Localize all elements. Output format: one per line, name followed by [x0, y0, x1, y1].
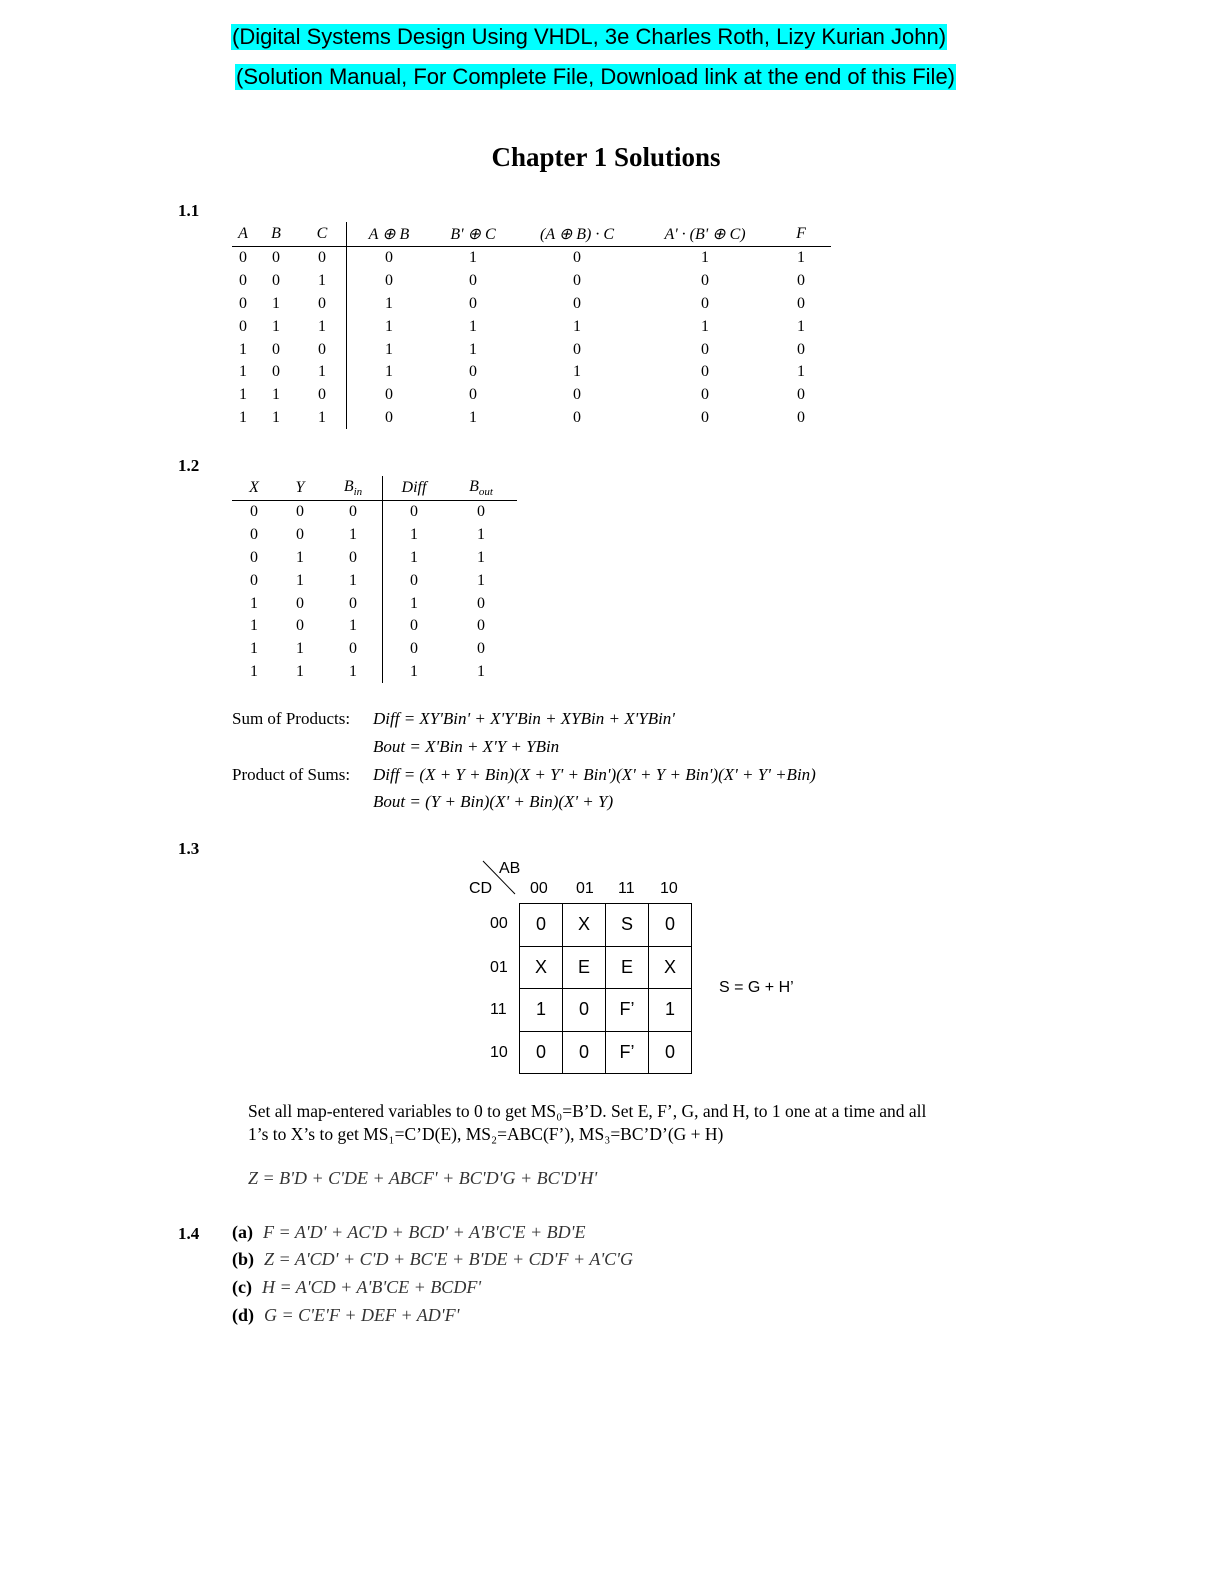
table-cell: 1 [477, 526, 485, 544]
pos-label: Product of Sums: [232, 765, 351, 784]
table-row [232, 615, 517, 638]
kmap-cell: X [649, 946, 692, 989]
table-cell: 0 [701, 294, 709, 312]
table-row [232, 638, 517, 661]
kmap-cell: X [563, 904, 606, 947]
table-cell: 0 [469, 272, 477, 290]
map-paragraph [248, 1100, 1048, 1146]
table-cell: 1 [239, 386, 247, 404]
table-cell: 1 [349, 617, 357, 635]
table-cell: 1 [477, 662, 485, 680]
kmap-cell: F’ [606, 1031, 649, 1074]
table-row [232, 338, 831, 361]
chapter-title: Chapter 1 Solutions [491, 142, 721, 172]
table-cell: 0 [250, 503, 258, 521]
table-row [232, 661, 517, 684]
table-cell: 0 [573, 408, 581, 426]
kmap-row-label: 01 [490, 959, 508, 976]
table-cell: 1 [296, 571, 304, 589]
table-cell: 1 [469, 317, 477, 335]
karnaugh-map-grid [519, 903, 692, 1074]
table-cell: 0 [469, 363, 477, 381]
table-cell: 1 [383, 524, 446, 547]
table-cell: 0 [797, 272, 805, 290]
table-cell: 0 [701, 272, 709, 290]
table-cell: 1 [349, 571, 357, 589]
table-cell: 1 [477, 548, 485, 566]
table-cell: 0 [296, 503, 304, 521]
table-cell: 0 [573, 386, 581, 404]
table-cell: 1 [469, 249, 477, 267]
table-cell: 0 [296, 594, 304, 612]
s-equation: S = G + H’ [719, 979, 794, 996]
table-cell: 1 [701, 249, 709, 267]
table-row [232, 361, 831, 384]
table-cell: 1 [250, 640, 258, 658]
table-cell: 0 [797, 294, 805, 312]
table-cell: 0 [573, 294, 581, 312]
section-number-1-2: 1.2 [178, 456, 200, 475]
table-cell: 0 [239, 272, 247, 290]
pos-bout-equation: Bout = (Y + Bin)(X' + Bin)(X' + Y) [373, 792, 614, 811]
z-equation: Z = B'D + C'DE + ABCF' + BC'D'G + BC'D'H' [248, 1168, 598, 1188]
table-cell: 0 [347, 384, 432, 407]
table-cell: 0 [383, 615, 446, 638]
table-cell: 1 [318, 272, 326, 290]
kmap-row [520, 946, 692, 989]
table-cell: 0 [701, 340, 709, 358]
table-cell: 1 [349, 526, 357, 544]
table-cell: 1 [701, 317, 709, 335]
table-row [232, 569, 517, 592]
table-row [232, 547, 517, 570]
table-row [232, 293, 831, 316]
table-cell: 0 [349, 640, 357, 658]
table-cell: 0 [477, 503, 485, 521]
table-cell: 1 [797, 317, 805, 335]
truth-table-1-1 [232, 222, 831, 429]
kmap-cell: 0 [563, 1031, 606, 1074]
table-cell: 0 [239, 294, 247, 312]
table-row [232, 270, 831, 293]
table-cell: 1 [296, 640, 304, 658]
kmap-cell: 0 [649, 1031, 692, 1074]
table-cell: 1 [349, 662, 357, 680]
table-cell: 0 [383, 569, 446, 592]
table-cell: 1 [272, 408, 280, 426]
table-cell: 0 [477, 617, 485, 635]
table-cell: 0 [250, 571, 258, 589]
table-cell: 1 [272, 294, 280, 312]
kmap-row-label: 10 [490, 1044, 508, 1061]
col-header: A [232, 222, 254, 247]
table-cell: 0 [250, 548, 258, 566]
table-row [232, 315, 831, 338]
table-cell: 1 [296, 548, 304, 566]
table-cell: 1 [347, 293, 432, 316]
table-cell: 1 [250, 662, 258, 680]
table-cell: 0 [797, 340, 805, 358]
col-header-bin: $B_{in}$ [324, 476, 383, 501]
header-line-2: (Solution Manual, For Complete File, Download link at the end of this File) [236, 64, 956, 89]
table-cell: 0 [573, 249, 581, 267]
table-cell: 0 [296, 617, 304, 635]
answer-c: (c) H = A'CD + A'B'CE + BCDF' [232, 1277, 482, 1297]
table-cell: 1 [272, 317, 280, 335]
table-cell: 1 [318, 408, 326, 426]
table-row [232, 247, 831, 270]
kmap-cell: F’ [606, 989, 649, 1032]
section-number-1-3: 1.3 [178, 839, 200, 858]
kmap-cell: 0 [520, 1031, 563, 1074]
kmap-row [520, 989, 692, 1032]
table-cell: 0 [701, 363, 709, 381]
table-cell: 1 [469, 340, 477, 358]
table-cell: 1 [573, 363, 581, 381]
kmap-cell: 0 [563, 989, 606, 1032]
table-cell: 0 [797, 408, 805, 426]
table-cell: 0 [272, 272, 280, 290]
table-cell: 0 [573, 272, 581, 290]
table-row [232, 592, 517, 615]
table-cell: 0 [701, 386, 709, 404]
col-header: C [298, 222, 347, 247]
table-cell: 0 [239, 249, 247, 267]
table-cell: 0 [347, 270, 432, 293]
kmap-cell: E [606, 946, 649, 989]
table-cell: 0 [701, 408, 709, 426]
table-row [232, 407, 831, 430]
col-header: F [771, 222, 831, 247]
col-header: (A ⊕ B) · C [515, 222, 639, 247]
table-cell: 1 [383, 547, 446, 570]
kmap-col-label: 01 [576, 880, 594, 897]
table-cell: 1 [250, 594, 258, 612]
table-cell: 1 [250, 617, 258, 635]
table-cell: 0 [573, 340, 581, 358]
table-cell: 1 [383, 661, 446, 684]
table-cell: 1 [239, 408, 247, 426]
kmap-row-label: 11 [490, 1001, 507, 1018]
col-header: A' · (B' ⊕ C) [639, 222, 771, 247]
col-header-x: X [232, 476, 276, 501]
kmap-row [520, 1031, 692, 1074]
table-cell: 1 [318, 363, 326, 381]
table-cell: 1 [239, 363, 247, 381]
table-row [232, 384, 831, 407]
table-cell: 0 [347, 247, 432, 270]
answer-d: (d) G = C'E'F + DEF + AD'F' [232, 1305, 460, 1325]
table-cell: 1 [573, 317, 581, 335]
table-cell: 0 [477, 594, 485, 612]
kmap-cell: X [520, 946, 563, 989]
kmap-cell: E [563, 946, 606, 989]
sop-diff-equation: Diff = XY'Bin' + X'Y'Bin + XYBin + X'YBin' [373, 709, 675, 728]
kmap-cell: 0 [520, 904, 563, 947]
col-header: A ⊕ B [347, 222, 432, 247]
table-cell: 0 [272, 249, 280, 267]
kmap-cell: 1 [649, 989, 692, 1032]
table-cell: 0 [318, 340, 326, 358]
paragraph-line: Set all map-entered variables to 0 to get MS₀=B’D. Set E, F’, G, and H, to 1 one at a time and all [248, 1101, 927, 1121]
kmap-cell: 0 [649, 904, 692, 947]
table-header-row [232, 476, 517, 501]
table-cell: 0 [272, 363, 280, 381]
table-cell: 1 [296, 662, 304, 680]
table-cell: 0 [318, 294, 326, 312]
table-cell: 1 [272, 386, 280, 404]
kmap-row-label: 00 [490, 915, 508, 932]
table-cell: 0 [296, 526, 304, 544]
table-cell: 0 [349, 503, 357, 521]
kmap-col-label: 10 [660, 880, 678, 897]
table-cell: 0 [469, 294, 477, 312]
truth-table-1-2 [232, 476, 517, 683]
table-cell: 0 [469, 386, 477, 404]
table-cell: 1 [469, 408, 477, 426]
table-cell: 0 [318, 249, 326, 267]
table-cell: 0 [477, 640, 485, 658]
table-header-row [232, 222, 831, 247]
table-row [232, 501, 517, 524]
sop-bout-equation: Bout = X'Bin + X'Y + YBin [373, 737, 560, 756]
table-cell: 1 [797, 363, 805, 381]
header-line-1: (Digital Systems Design Using VHDL, 3e Charles Roth, Lizy Kurian John) [232, 24, 947, 49]
kmap-col-label: 11 [618, 880, 635, 897]
col-header: B' ⊕ C [431, 222, 515, 247]
table-cell: 0 [250, 526, 258, 544]
kmap-cell: S [606, 904, 649, 947]
col-header-diff: Diff [383, 476, 446, 501]
answer-b: (b) Z = A'CD' + C'D + BC'E + B'DE + CD'F + A'C'G [232, 1249, 634, 1269]
paragraph-line: 1’s to X’s to get MS₁=C’D(E), MS₂=ABC(F’), MS₃=BC’D’(G + H) [248, 1124, 724, 1144]
table-cell: 0 [239, 317, 247, 335]
kmap-ab-label: AB [499, 860, 521, 877]
table-cell: 0 [797, 386, 805, 404]
kmap-col-label: 00 [530, 880, 548, 897]
table-cell: 0 [318, 386, 326, 404]
table-cell: 0 [349, 548, 357, 566]
table-cell: 0 [347, 407, 432, 430]
kmap-cd-label: CD [469, 880, 493, 897]
answer-a: (a) F = A'D' + AC'D + BCD' + A'B'C'E + BD'E [232, 1222, 586, 1242]
table-cell: 0 [349, 594, 357, 612]
table-cell: 1 [383, 592, 446, 615]
table-cell: 1 [239, 340, 247, 358]
kmap-cell: 1 [520, 989, 563, 1032]
table-cell: 0 [383, 638, 446, 661]
table-cell: 0 [383, 501, 446, 524]
col-header-bout: $B_{out}$ [445, 476, 517, 501]
kmap-row [520, 904, 692, 947]
table-cell: 1 [347, 338, 432, 361]
table-cell: 1 [797, 249, 805, 267]
table-cell: 0 [272, 340, 280, 358]
table-cell: 1 [347, 315, 432, 338]
col-header-y: Y [276, 476, 324, 501]
table-cell: 1 [318, 317, 326, 335]
table-cell: 1 [347, 361, 432, 384]
table-row [232, 524, 517, 547]
sop-label: Sum of Products: [232, 709, 351, 728]
section-number-1-4: 1.4 [178, 1224, 200, 1243]
col-header: B [254, 222, 298, 247]
pos-diff-equation: Diff = (X + Y + Bin)(X + Y' + Bin')(X' + Y + Bin')(X' + Y' +Bin) [373, 765, 816, 784]
section-number-1-1: 1.1 [178, 201, 200, 220]
table-cell: 1 [477, 571, 485, 589]
